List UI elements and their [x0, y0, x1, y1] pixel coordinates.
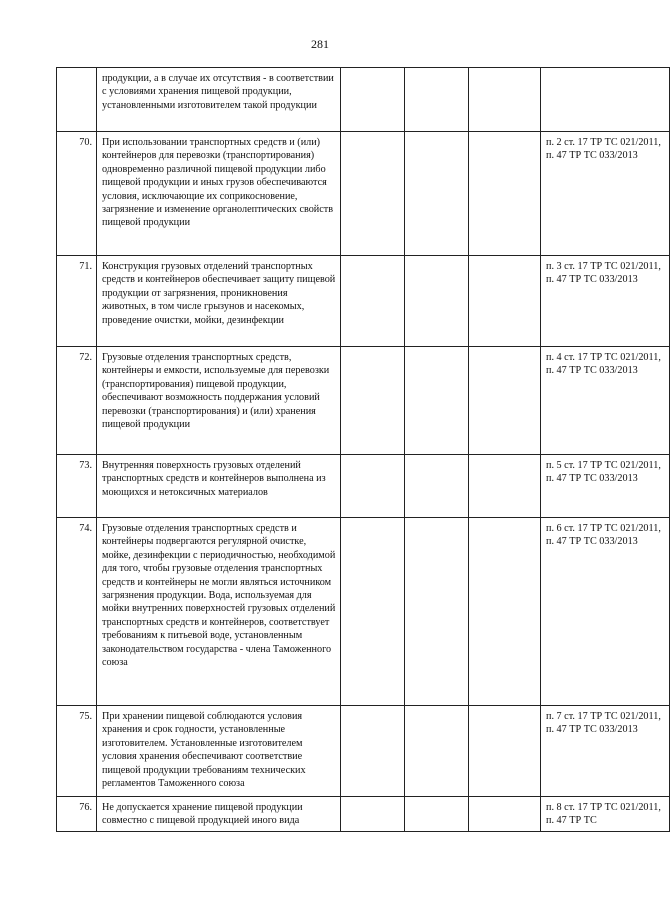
- row-number: 71.: [57, 256, 97, 347]
- empty-cell: [405, 256, 469, 347]
- empty-cell: [469, 347, 541, 455]
- requirement-text: При использовании транспортных средств и (или) контейнеров для перевозки (транспортирования) одновременно различной пищевой продукции либо пищевой продукции и иных грузов обеспечиваются условия, исключающие их соприкосновение, загрязнение и изменение органолептических свойств пищевой продукции: [97, 132, 341, 256]
- legal-reference: п. 7 ст. 17 ТР ТС 021/2011, п. 47 ТР ТС 033/2013: [541, 706, 670, 797]
- table-row: [57, 256, 670, 347]
- table-row: [57, 455, 670, 518]
- empty-cell: [405, 455, 469, 518]
- empty-cell: [405, 706, 469, 797]
- requirement-text: При хранении пищевой соблюдаются условия хранения и срок годности, установленные изготовителем. Установленные изготовителем условия хранения обеспечивают соответствие пищевой продукции требованиям технических регламентов Таможенного союза: [97, 706, 341, 797]
- table-row: [57, 797, 670, 832]
- row-number: 75.: [57, 706, 97, 797]
- legal-reference: п. 6 ст. 17 ТР ТС 021/2011, п. 47 ТР ТС 033/2013: [541, 518, 670, 706]
- requirement-text: Конструкция грузовых отделений транспортных средств и контейнеров обеспечивает защиту пищевой продукции от загрязнения, проникновения животных, в том числе грызунов и насекомых, проведение очистки, мойки, дезинфекции: [97, 256, 341, 347]
- requirement-text: Внутренняя поверхность грузовых отделений транспортных средств и контейнеров выполнена из моющихся и нетоксичных материалов: [97, 455, 341, 518]
- empty-cell: [341, 797, 405, 832]
- requirements-table: [56, 67, 670, 832]
- row-number: 73.: [57, 455, 97, 518]
- empty-cell: [341, 455, 405, 518]
- requirement-text: продукции, а в случае их отсутствия - в соответствии с условиями хранения пищевой продукции, установленными изготовителем такой продукции: [97, 68, 341, 132]
- empty-cell: [405, 797, 469, 832]
- table-row: [57, 706, 670, 797]
- empty-cell: [405, 347, 469, 455]
- requirement-text: Грузовые отделения транспортных средств и контейнеры подвергаются регулярной очистке, мойке, дезинфекции с периодичностью, необходимой для того, чтобы грузовые отделения транспортных средств и контейнеры не могли являться источником загрязнения продукции. Вода, используемая для мойки внутренних поверхностей грузовых отделений транспортных средств и контейнеров, соответствует требованиям к питьевой воде, установленным законодательством государства - члена Таможенного союза: [97, 518, 341, 706]
- empty-cell: [469, 132, 541, 256]
- legal-reference: п. 3 ст. 17 ТР ТС 021/2011, п. 47 ТР ТС 033/2013: [541, 256, 670, 347]
- row-number: 70.: [57, 132, 97, 256]
- legal-reference: п. 8 ст. 17 ТР ТС 021/2011, п. 47 ТР ТС: [541, 797, 670, 832]
- empty-cell: [469, 256, 541, 347]
- row-number: [57, 68, 97, 132]
- requirement-text: Не допускается хранение пищевой продукции совместно с пищевой продукцией иного вида: [97, 797, 341, 832]
- page-number: 281: [311, 37, 329, 51]
- empty-cell: [341, 256, 405, 347]
- legal-reference: [541, 68, 670, 132]
- empty-cell: [341, 132, 405, 256]
- table-row: [57, 518, 670, 706]
- requirement-text: Грузовые отделения транспортных средств, контейнеры и емкости, используемые для перевозки (транспортирования) пищевой продукции, обеспечивают возможность поддержания условий перевозки (транспортирования) и (или) хранения пищевой продукции: [97, 347, 341, 455]
- empty-cell: [405, 518, 469, 706]
- row-number: 74.: [57, 518, 97, 706]
- empty-cell: [469, 518, 541, 706]
- empty-cell: [405, 132, 469, 256]
- empty-cell: [469, 797, 541, 832]
- empty-cell: [469, 455, 541, 518]
- empty-cell: [341, 68, 405, 132]
- table-row: [57, 347, 670, 455]
- table-row: [57, 132, 670, 256]
- empty-cell: [469, 706, 541, 797]
- legal-reference: п. 2 ст. 17 ТР ТС 021/2011, п. 47 ТР ТС 033/2013: [541, 132, 670, 256]
- empty-cell: [469, 68, 541, 132]
- legal-reference: п. 4 ст. 17 ТР ТС 021/2011, п. 47 ТР ТС 033/2013: [541, 347, 670, 455]
- legal-reference: п. 5 ст. 17 ТР ТС 021/2011, п. 47 ТР ТС 033/2013: [541, 455, 670, 518]
- empty-cell: [341, 347, 405, 455]
- empty-cell: [341, 518, 405, 706]
- empty-cell: [341, 706, 405, 797]
- empty-cell: [405, 68, 469, 132]
- row-number: 76.: [57, 797, 97, 832]
- row-number: 72.: [57, 347, 97, 455]
- table-row: [57, 68, 670, 132]
